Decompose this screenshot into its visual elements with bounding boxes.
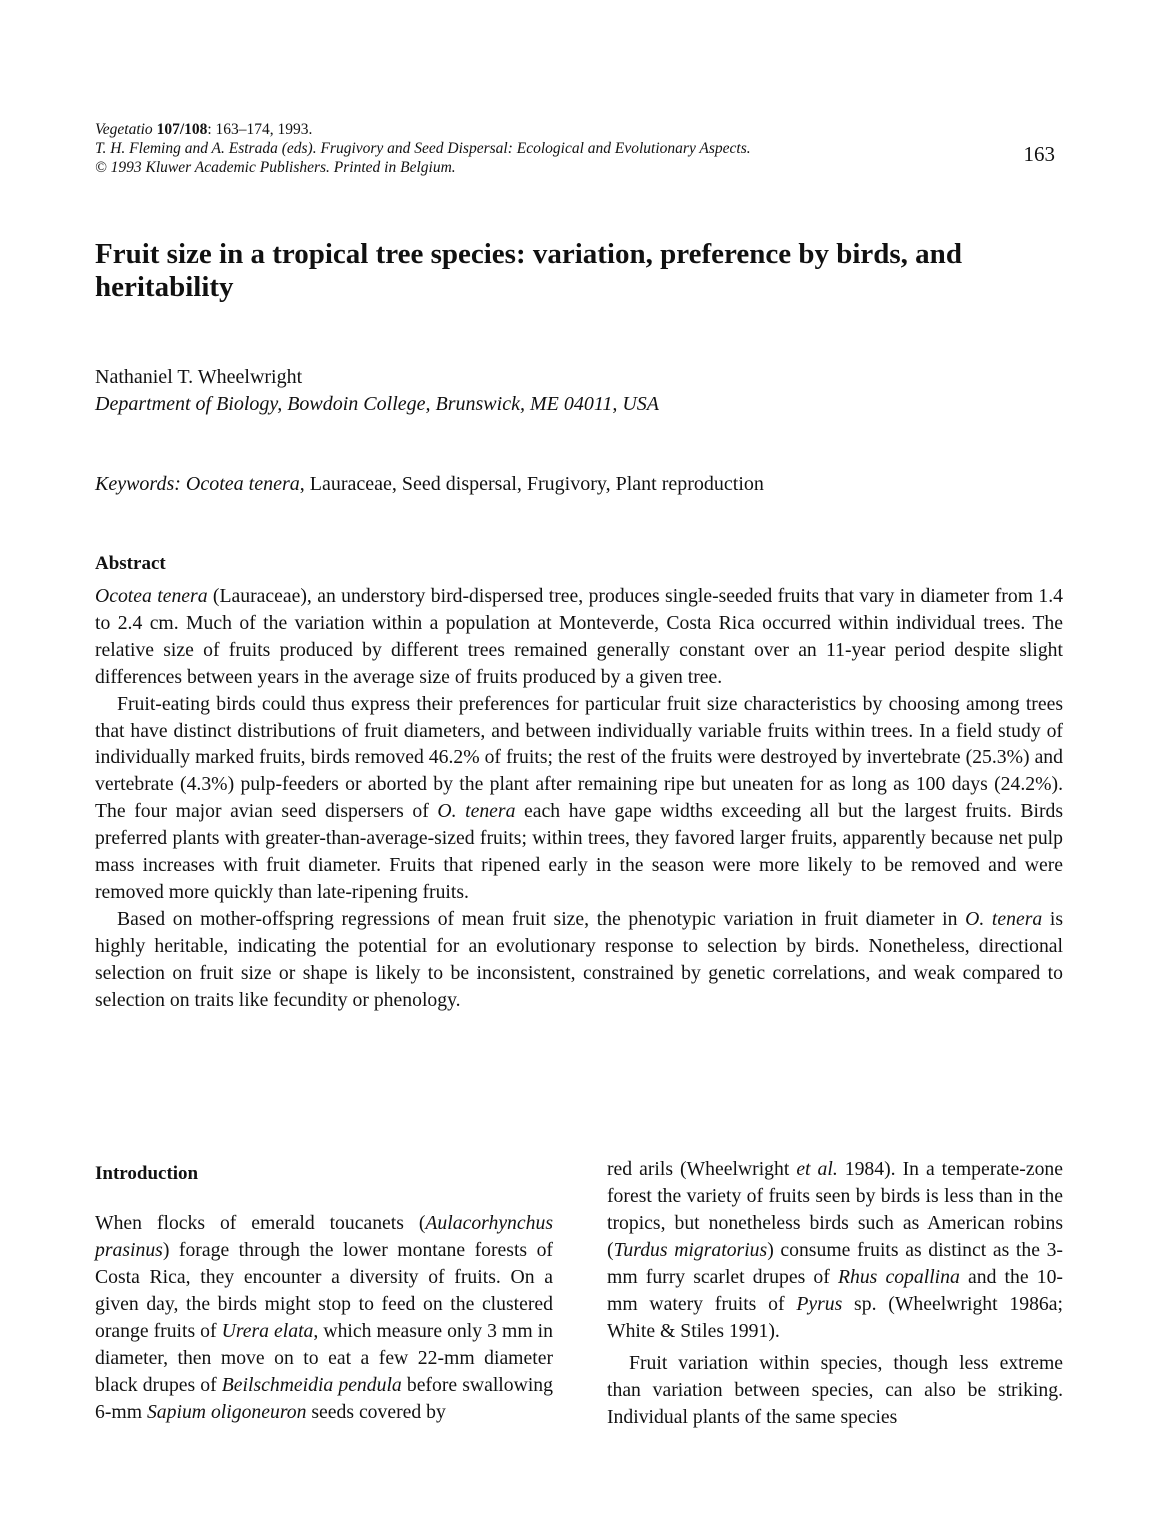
keywords-species: Ocotea tenera (185, 473, 300, 495)
journal-volume: 107/108 (156, 121, 208, 138)
et-al: et al. (796, 1158, 838, 1180)
abstract-paragraph-1 (95, 583, 1063, 691)
copyright-line (95, 158, 751, 177)
journal-pages: : 163–174, 1993. (207, 121, 313, 138)
species-name: Beilschmeidia pendula (221, 1374, 402, 1396)
intro-text: before swallowing 6-mm (95, 1374, 553, 1423)
editors-text: T. H. Fleming and A. Estrada (eds). Frugivory and Seed Dispersal: Ecological and Evolutionary Aspects. (95, 140, 751, 157)
intro-text: seeds covered by (306, 1401, 446, 1423)
author-block (95, 364, 659, 418)
abstract-body (95, 583, 1063, 1014)
intro-text: ) consume fruits as distinct as the 3-mm furry scarlet drupes of (607, 1239, 1063, 1288)
abstract-text: each have gape widths exceeding all but the largest fruits. Birds preferred plants with greater-than-average-sized fruits; within trees, they favored larger fruits, apparently because net pulp mass increases with fruit diameter. Fruits that ripened early in the season were more likely to be removed and were removed more quickly than late-ripening fruits. (95, 800, 1064, 903)
species-name: O. tenera (965, 907, 1043, 930)
abstract-heading: Abstract (95, 553, 166, 574)
intro-column-right (607, 1156, 1063, 1431)
species-name: Sapium oligoneuron (146, 1401, 307, 1423)
intro-text: , which measure only 3 mm in diameter, then move on to eat a few 22-mm diameter black drupes of (95, 1320, 553, 1396)
intro-text: When flocks of emerald toucanets ( (95, 1212, 426, 1234)
abstract-paragraph-3 (95, 906, 1063, 1014)
page-number: 163 (1023, 142, 1055, 166)
abstract-text: (Lauraceae), an understory bird-dispersed tree, produces single-seeded fruits that vary in diameter from 1.4 to 2.4 cm. Much of the variation within a population at Monteverde, Costa Rica occurred within individual trees. The relative size of fruits produced by different trees remained generally constant over an 11-year period despite slight differences between years in the average size of fruits produced by a given tree. (95, 585, 1064, 688)
intro-paragraph-3: Fruit variation within species, though less extreme than variation between species, can also be striking. Individual plants of the same species (607, 1352, 1063, 1428)
editors-line (95, 139, 751, 158)
intro-text: 1984). In a temperate-zone forest the variety of fruits seen by birds is less than in the tropics, but nonetheless birds such as American robins ( (607, 1158, 1063, 1261)
species-name: Pyrus (796, 1293, 843, 1315)
journal-header (95, 120, 751, 177)
abstract-text: Fruit-eating birds could thus express their preferences for particular fruit size characteristics by choosing among trees that have distinct distributions of fruit diameters, and between individually variable fruits within trees. In a field study of individually marked fruits, birds removed 46.2% of fruits; the rest of the fruits were destroyed by invertebrate (25.3%) and vertebrate (4.3%) pulp-feeders or aborted by the plant after remaining ripe but uneaten for as long as 100 days (24.2%). The four major avian seed dispersers of (95, 692, 1063, 823)
species-name: Turdus migratorius (613, 1239, 768, 1261)
species-name: Ocotea tenera (95, 585, 208, 607)
intro-paragraph-2 (607, 1156, 1063, 1345)
intro-text: red arils (Wheelwright (607, 1158, 797, 1180)
intro-paragraph-1 (95, 1210, 553, 1426)
introduction-heading: Introduction (95, 1163, 199, 1184)
intro-column-left (95, 1210, 553, 1426)
species-name: O. tenera (437, 800, 516, 823)
abstract-text: Based on mother-offspring regressions of mean fruit size, the phenotypic variation in fruit diameter in (117, 907, 966, 930)
author-name: Nathaniel T. Wheelwright (95, 366, 303, 388)
intro-text: ) forage through the lower montane forests of Costa Rica, they encounter a diversity of fruits. On a given day, the birds might stop to feed on the clustered orange fruits of (95, 1239, 553, 1342)
keywords-list: , Lauraceae, Seed dispersal, Frugivory, Plant reproduction (299, 473, 764, 495)
copyright-text: © 1993 Kluwer Academic Publishers. Printed in Belgium. (95, 159, 456, 176)
intro-text: and the 10-mm watery fruits of (607, 1266, 1063, 1315)
species-name: Urera elata (221, 1320, 314, 1342)
journal-name: Vegetatio (95, 121, 153, 138)
species-name: Rhus copallina (837, 1266, 960, 1288)
species-name: Aulacorhynchus prasinus (95, 1212, 553, 1261)
author-affiliation (95, 391, 659, 418)
paper-title: Fruit size in a tropical tree species: variation, preference by birds, and heritability (95, 238, 962, 303)
abstract-paragraph-2 (95, 691, 1063, 906)
citation-line (95, 120, 751, 139)
abstract-text: is highly heritable, indicating the potential for an evolutionary response to selection by birds. Nonetheless, directional selection on fruit size or shape is likely to be inconsistent, constrained by genetic correlations, and weak compared to selection on traits like fecundity or phenology. (95, 907, 1063, 1011)
affiliation-text: Department of Biology, Bowdoin College, Brunswick, ME 04011, USA (95, 393, 660, 415)
keywords (95, 473, 764, 496)
keywords-label: Keywords: (95, 473, 181, 495)
intro-text: sp. (Wheelwright 1986a; White & Stiles 1991). (607, 1293, 1063, 1342)
